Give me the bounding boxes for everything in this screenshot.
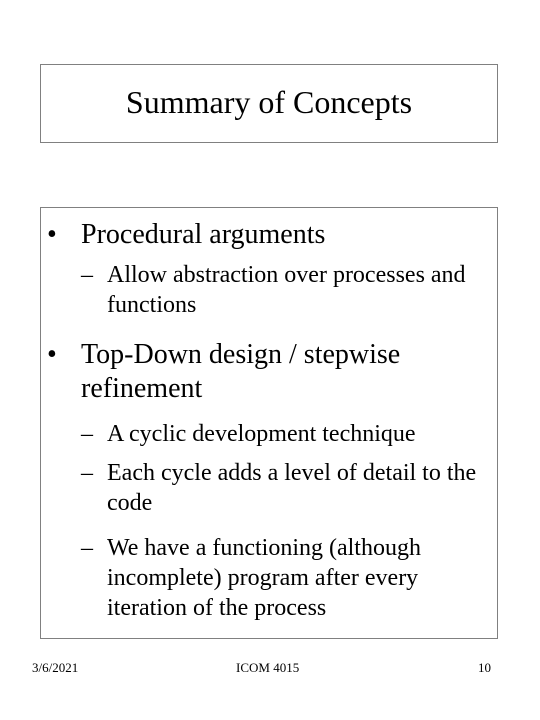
bullet-item-procedural-arguments xyxy=(47,218,487,252)
slide-content-box xyxy=(40,207,498,639)
slide-title: Summary of Concepts xyxy=(125,83,413,120)
sub-item-level-of-detail xyxy=(81,458,481,518)
sub-text: Allow abstraction over processes and functions xyxy=(107,262,466,318)
sub-marker: – xyxy=(81,535,93,561)
bullet-text: Top-Down design / stepwise refinement xyxy=(81,339,401,404)
bullet-marker: • xyxy=(47,339,57,370)
sub-item-cyclic-technique xyxy=(81,419,491,449)
sub-item-abstraction xyxy=(81,260,491,320)
footer-date: 3/6/2021 xyxy=(32,660,79,675)
sub-text: A cyclic development technique xyxy=(107,421,416,447)
footer-course: ICOM 4015 xyxy=(236,660,300,675)
bullet-text: Procedural arguments xyxy=(81,219,326,250)
sub-marker: – xyxy=(81,460,93,486)
sub-text: Each cycle adds a level of detail to the code xyxy=(107,460,477,516)
slide-title-box xyxy=(40,64,498,143)
bullet-marker: • xyxy=(47,219,57,250)
sub-item-functioning-program xyxy=(81,533,491,623)
footer-page-number: 10 xyxy=(478,660,491,675)
sub-marker: – xyxy=(81,262,93,288)
sub-marker: – xyxy=(81,421,93,447)
bullet-item-top-down-design xyxy=(47,338,467,406)
sub-text: We have a functioning (although incomplete) program after every iteration of the process xyxy=(107,535,421,621)
